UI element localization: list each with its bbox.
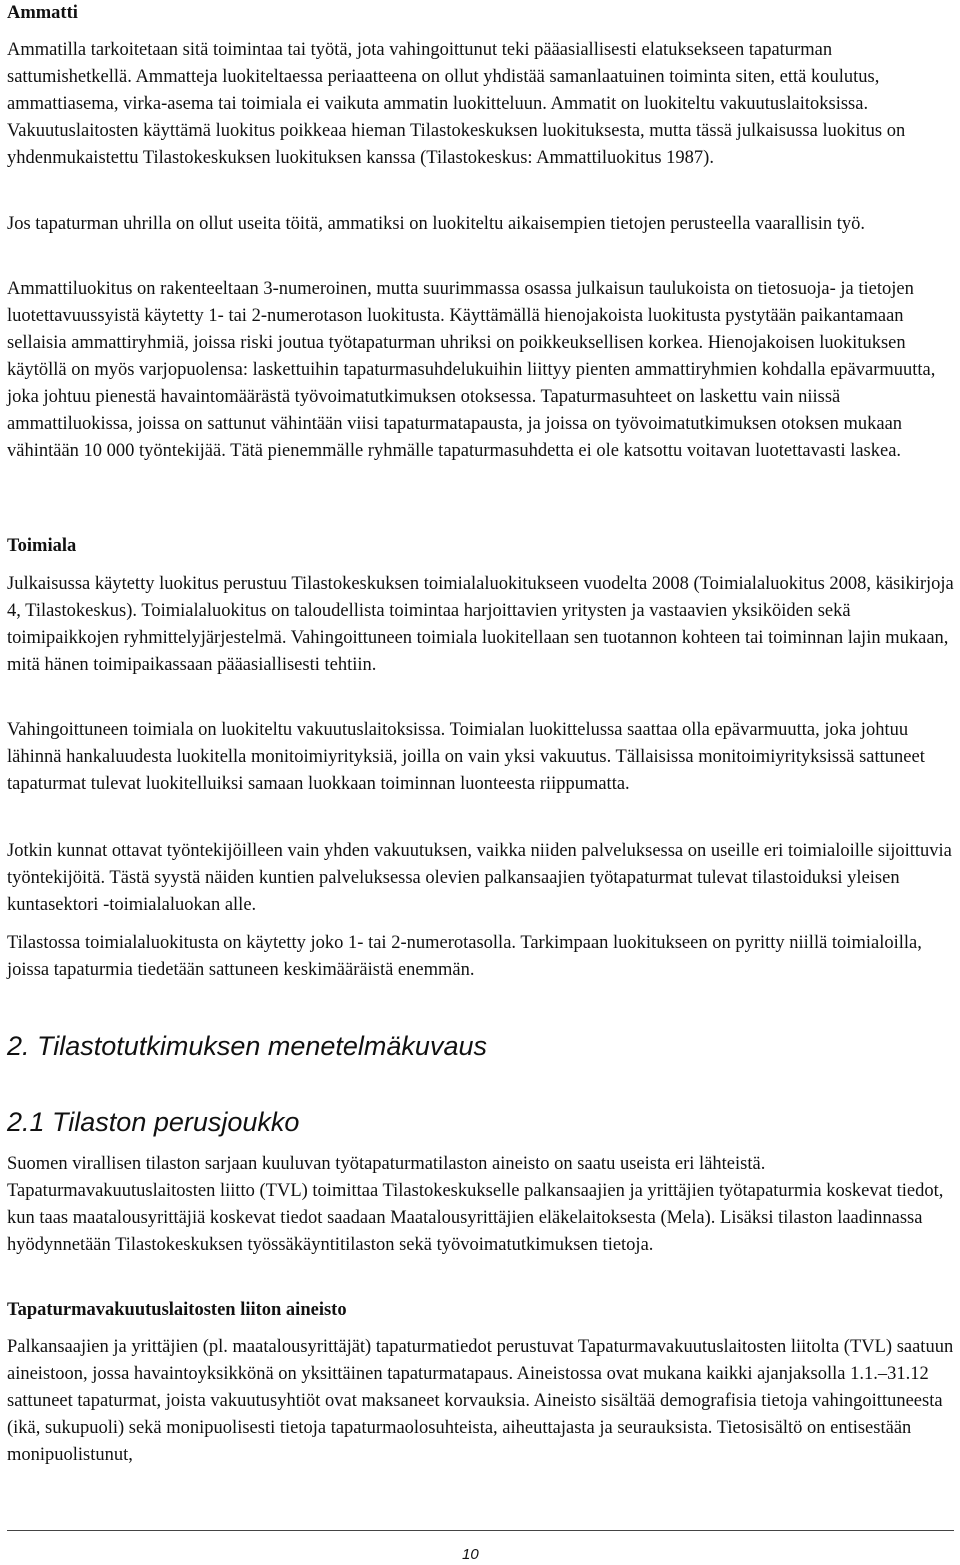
paragraph-ammatti-1: Ammatilla tarkoitetaan sitä toimintaa tai työtä, jota vahingoittunut teki pääasiallisesti elatuksekseen tapaturman sattumishetkellä. Ammatteja luokiteltaessa periaatteena on ollut yhdistää samanlaatuinen toiminta siten, että koulutus, ammattiasema, virka-asema tai toimiala ei vaikuta ammatin luokitteluun. Ammatit on luokiteltu vakuutuslaitoksissa. Vakuutuslaitosten käyttämä luokitus poikkeaa hieman Tilastokeskuksen luokituksesta, mutta tässä julkaisussa luokitus on yhdenmukaistettu Tilastokeskuksen luokituksen kanssa (Tilastokeskus: Ammattiluokitus 1987). [7,40,906,168]
paragraph-toimiala-3: Jotkin kunnat ottavat työntekijöilleen vain yhden vakuutuksen, vaikka niiden palveluksessa on useille eri toimialoille sijoittuvia työntekijöitä. Tästä syystä näiden kuntien palveluksessa olevien palkansaajien työtapaturmat tulevat tilastoiduksi yleisen kuntasektori -toimialaluokan alle. [7,841,952,915]
paragraph-toimiala-4: Tilastossa toimialaluokitusta on käytetty joko 1- tai 2-numerotasolla. Tarkimpaan luokitukseen on pyritty niillä toimialoilla, joissa tapaturmia tiedetään sattuneen keskimääräistä enemmän. [7,933,922,980]
paragraph-perusjoukko: Suomen virallisen tilaston sarjaan kuuluvan työtapaturmatilaston aineisto on saatu useista eri lähteistä. Tapaturmavakuutuslaitosten liitto (TVL) toimittaa Tilastokeskukselle palkansaajien ja yrittäjien työtapaturmia koskevat tiedot, kun taas maatalousyrittäjiä koskevat tiedot saadaan Maatalousyrittäjien eläkelaitoksesta (Mela). Lisäksi tilaston laadinnassa hyödynnetään Tilastokeskuksen työssäkäyntitilaston sekä työvoimatutkimuksen tietoja. [7,1154,944,1255]
section-heading-perusjoukko: 2.1 Tilaston perusjoukko [7,1107,300,1137]
heading-ammatti: Ammatti [7,3,78,23]
heading-toimiala: Toimiala [7,536,77,556]
paragraph-tvl-aineisto: Palkansaajien ja yrittäjien (pl. maatalousyrittäjät) tapaturmatiedot perustuvat Tapaturmavakuutuslaitosten liitolta (TVL) saatuun aineistoon, jossa havaintoyksikkönä on yksittäinen tapaturmatapaus. Aineistossa ovat mukana kaikki ajanjaksolla 1.1.–31.12 sattuneet tapaturmat, joista vakuutusyhtiöt ovat maksaneet korvauksia. Aineisto sisältää demografisia tietoja vahingoittuneesta (ikä, sukupuoli) sekä monipuolisesti tietoja tapaturmaolosuhteista, aiheuttajasta ja seurauksista. Tietosisältö on entisestään monipuolistunut, [7,1337,954,1465]
page-number: 10 [462,1546,479,1563]
chapter-heading: 2. Tilastotutkimuksen menetelmäkuvaus [7,1031,487,1061]
paragraph-ammatti-2: Jos tapaturman uhrilla on ollut useita töitä, ammatiksi on luokiteltu aikaisempien tietojen perusteella vaarallisin työ. [7,214,865,234]
footer-divider [7,1530,954,1531]
paragraph-ammatti-3: Ammattiluokitus on rakenteeltaan 3-numeroinen, mutta suurimmassa osassa julkaisun taulukoista on tietosuoja- ja tietojen luotettavuussyistä käytetty 1- tai 2-numerotason luokitusta. Käyttämällä hienojakoista luokitusta pystytään paikantamaan sellaisia ammattiryhmiä, joissa riski joutua työtapaturman uhriksi on poikkeuksellisen korkea. Hienojakoisen luokituksen käytöllä on myös varjopuolensa: laskettuihin tapaturmasuhdelukuihin liittyy pienten ammattiryhmien kohdalla epävarmuutta, joka johtuu pienestä havaintomäärästä työvoimatutkimuksen otoksessa. Tapaturmasuhteet on laskettu vain niissä ammattiluokissa, joissa on sattunut vähintään viisi tapaturmatapausta, ja joissa on työvoimatutkimuksen otoksen mukaan vähintään 10 000 työntekijää. Tätä pienemmälle ryhmälle tapaturmasuhdetta ei ole katsottu voitavan luotettavasti laskea. [7,279,936,461]
heading-tvl-aineisto: Tapaturmavakuutuslaitosten liiton aineisto [7,1300,347,1320]
paragraph-toimiala-1: Julkaisussa käytetty luokitus perustuu Tilastokeskuksen toimialaluokitukseen vuodelta 2008 (Toimialaluokitus 2008, käsikirjoja 4, Tilastokeskus). Toimialaluokitus on taloudellista toimintaa harjoittavien yritysten ja vastaavien yksiköiden sekä toimipaikkojen ryhmittelyjärjestelmä. Vahingoittuneen toimiala luokitellaan sen tuotannon kohteen tai toiminnan lajin mukaan, mitä hänen toimipaikassaan pääasiallisesti tehtiin. [7,574,954,675]
paragraph-toimiala-2: Vahingoittuneen toimiala on luokiteltu vakuutuslaitoksissa. Toimialan luokittelussa saattaa olla epävarmuutta, joka johtuu lähinnä hankaluudesta luokitella monitoimiyrityksiä, joilla on vain yksi vakuutus. Tällaisissa monitoimiyrityksissä sattuneet tapaturmat tulevat luokitelluiksi samaan luokkaan toiminnan luonteesta riippumatta. [7,720,925,794]
